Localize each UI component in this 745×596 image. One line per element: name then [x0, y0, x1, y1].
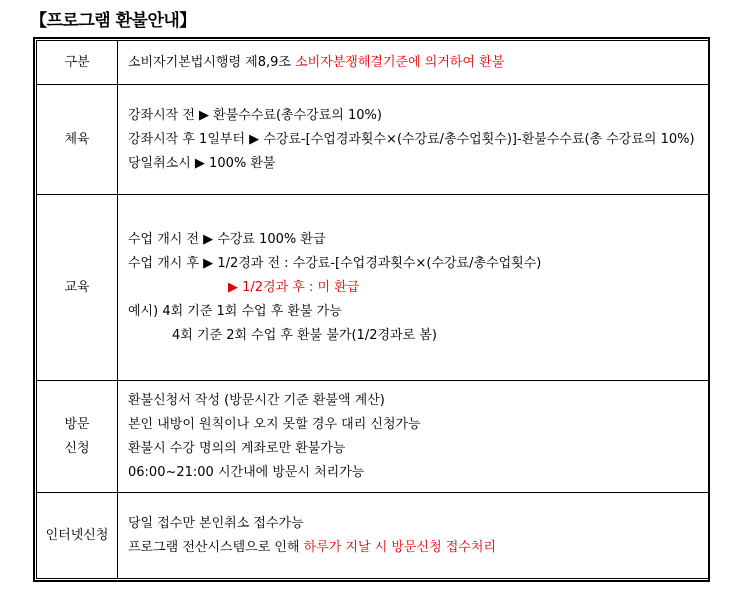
online-line-1: 당일 접수만 본인취소 접수가능: [128, 515, 304, 531]
legal-basis-text: 소비자기본법시행령 제8,9조: [128, 54, 296, 70]
row-content-sports: [118, 85, 710, 195]
table-row-sports: [37, 85, 710, 195]
education-line-2: 수업 개시 후 ▶ 1/2경과 전 : 수강료-[수업경과횟수×(수강료/총수업횟수): [128, 255, 542, 271]
row-label-sports: 체육: [37, 85, 118, 195]
row-label-visit: [37, 381, 118, 493]
visit-line-1: 환불신청서 작성 (방문시간 기준 환불액 계산): [128, 392, 385, 408]
row-content-visit: [118, 381, 710, 493]
education-line-5: 4회 기준 2회 수업 후 환불 불가(1/2경과로 봄): [172, 327, 437, 343]
row-label-online: 인터넷신청: [37, 493, 118, 579]
visit-line-3: 환불시 수강 명의의 계좌로만 환불가능: [128, 440, 346, 456]
online-line-2: [128, 536, 699, 560]
visit-label-line-2: 신청: [64, 440, 90, 456]
row-content-online: [118, 493, 710, 579]
education-line-4: 예시) 4회 기준 1회 수업 후 환불 가능: [128, 303, 342, 319]
table-row-gubun: [37, 41, 710, 85]
sports-line-2: 강좌시작 후 1일부터 ▶ 수강료-[수업경과횟수×(수강료/총수업횟수)]-환불수수료(총 수강료의 10%): [128, 131, 695, 147]
online-line-2-black: 프로그램 전산시스템으로 인해: [128, 539, 304, 555]
visit-line-2: 본인 내방이 원칙이나 오지 못할 경우 대리 신청가능: [128, 416, 421, 432]
visit-label-line-1: 방문: [64, 416, 90, 432]
page-title: 【프로그램 환불안내】: [30, 11, 196, 31]
table-row-visit: [37, 381, 710, 493]
sports-line-3: 당일취소시 ▶ 100% 환불: [128, 155, 276, 171]
sports-line-1: 강좌시작 전 ▶ 환불수수료(총수강료의 10%): [128, 107, 382, 123]
row-label-gubun: 구분: [37, 41, 118, 85]
row-content-gubun: [118, 41, 710, 85]
education-line-1: 수업 개시 전 ▶ 수강료 100% 환급: [128, 231, 326, 247]
dispute-standard-text: 소비자분쟁해결기준에 의거하여 환불: [295, 54, 505, 70]
visit-line-4: 06:00~21:00 시간내에 방문시 처리가능: [128, 464, 365, 480]
education-line-3: ▶ 1/2경과 후 : 미 환급: [228, 279, 360, 295]
online-line-2-red: 하루가 지날 시 방문신청 접수처리: [303, 539, 496, 555]
refund-table: [36, 40, 710, 579]
table-row-education: [37, 195, 710, 381]
row-content-education: [118, 195, 710, 381]
row-label-education: 교육: [37, 195, 118, 381]
table-row-online: [37, 493, 710, 579]
